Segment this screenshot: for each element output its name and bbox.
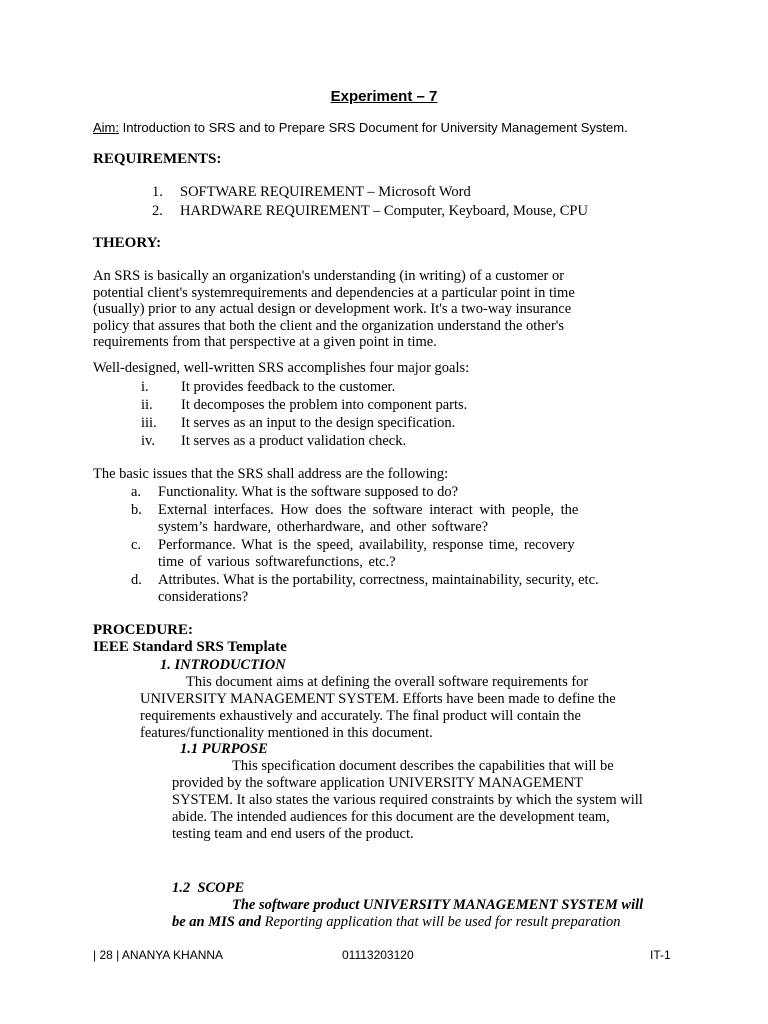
list-item	[141, 378, 467, 396]
list-text: It provides feedback to the customer.	[181, 379, 396, 395]
list-item	[152, 183, 588, 202]
list-number: i.	[141, 379, 149, 395]
list-text: SOFTWARE REQUIREMENT – Microsoft Word	[180, 184, 471, 200]
list-number: ii.	[141, 397, 153, 413]
list-item	[131, 537, 631, 572]
list-item	[141, 432, 467, 450]
text-line: The software product UNIVERSITY MANAGEMENT SYSTEM will	[232, 897, 644, 913]
text-line: system’s hardware, otherhardware, and other software?	[158, 519, 489, 535]
text-line: An SRS is basically an organization's understanding (in writing) of a customer or	[93, 268, 565, 284]
list-text: It serves as a product validation check.	[181, 433, 407, 449]
list-item	[131, 484, 631, 502]
footer-section: IT-1	[650, 948, 671, 962]
issues-intro: The basic issues that the SRS shall address are the following:	[93, 466, 449, 482]
text-line: External interfaces. How does the software interact with people, the	[158, 501, 579, 518]
list-number: 2.	[152, 202, 163, 219]
text-line: provided by the software application UNIVERSITY MANAGEMENT	[172, 775, 584, 791]
procedure-heading: PROCEDURE:	[93, 622, 193, 638]
text-line: requirements exhaustively and accurately. The final product will contain the	[140, 708, 581, 724]
template-subheading: IEEE Standard SRS Template	[93, 639, 287, 655]
list-item	[131, 502, 631, 537]
text-line: abide. The intended audiences for this document are the development team,	[172, 809, 610, 825]
aim-text: Introduction to SRS and to Prepare SRS Document for University Management System.	[119, 120, 628, 135]
text-line: (usually) prior to any actual design or development work. It's a two-way insurance	[93, 301, 572, 317]
list-number: 1.	[152, 184, 163, 200]
aim-label: Aim:	[93, 120, 119, 135]
text-line: requirements from that perspective at a given point in time.	[93, 334, 437, 350]
purpose-heading: 1.1 PURPOSE	[180, 741, 268, 757]
list-number: iv.	[141, 433, 155, 449]
issues-list	[131, 484, 631, 607]
list-letter: b.	[131, 501, 142, 518]
introduction-heading: 1. INTRODUCTION	[160, 657, 286, 673]
theory-paragraph	[93, 268, 613, 351]
scope-bold-text: be an MIS and	[172, 914, 262, 930]
list-number: iii.	[141, 415, 157, 431]
text-line: Attributes. What is the portability, correctness, maintainability, security, etc.	[158, 571, 599, 588]
list-letter: a.	[131, 484, 142, 500]
list-item	[141, 414, 467, 432]
page-title: Experiment – 7	[330, 88, 438, 105]
list-item	[141, 396, 467, 414]
list-text: It decomposes the problem into component parts.	[181, 397, 468, 413]
text-line: time of various softwarefunctions, etc.?	[158, 554, 396, 570]
text-line: UNIVERSITY MANAGEMENT SYSTEM. Efforts have been made to define the	[140, 691, 616, 707]
text-line: potential client's systemrequirements and dependencies at a particular point in time	[93, 284, 575, 301]
scope-heading: 1.2 SCOPE	[172, 880, 245, 896]
scope-italic-text: Reporting application that will be used for result preparation	[261, 914, 621, 930]
footer-page-author: | 28 | ANANYA KHANNA	[93, 948, 224, 962]
aim-line	[93, 120, 628, 135]
text-line: This document aims at defining the overall software requirements for	[186, 674, 589, 690]
list-letter: d.	[131, 571, 142, 588]
introduction-paragraph	[140, 674, 616, 742]
list-item	[131, 572, 631, 607]
requirements-list	[152, 183, 588, 220]
text-line: SYSTEM. It also states the various required constraints by which the system will	[172, 792, 643, 808]
footer-roll-number: 01113203120	[342, 948, 414, 962]
list-text: It serves as an input to the design specification.	[181, 415, 456, 431]
goals-intro: Well-designed, well-written SRS accomplishes four major goals:	[93, 360, 470, 376]
requirements-heading: REQUIREMENTS:	[93, 151, 222, 167]
text-line: Performance. What is the speed, availability, response time, recovery	[158, 536, 575, 553]
scope-paragraph	[172, 897, 643, 931]
text-line: policy that assures that both the client and the organization understand the other's	[93, 317, 565, 334]
text-line: testing team and end users of the product.	[172, 826, 414, 842]
text-line: Functionality. What is the software supposed to do?	[158, 484, 459, 500]
list-text: HARDWARE REQUIREMENT – Computer, Keyboard, Mouse, CPU	[180, 202, 588, 219]
text-line: features/functionality mentioned in this document.	[140, 725, 433, 741]
list-letter: c.	[131, 536, 142, 553]
text-line: considerations?	[158, 589, 249, 605]
list-item	[152, 202, 588, 221]
theory-heading: THEORY:	[93, 235, 162, 251]
goals-list	[141, 378, 467, 450]
text-line: This specification document describes the capabilities that will be	[232, 758, 614, 774]
purpose-paragraph	[172, 758, 643, 843]
